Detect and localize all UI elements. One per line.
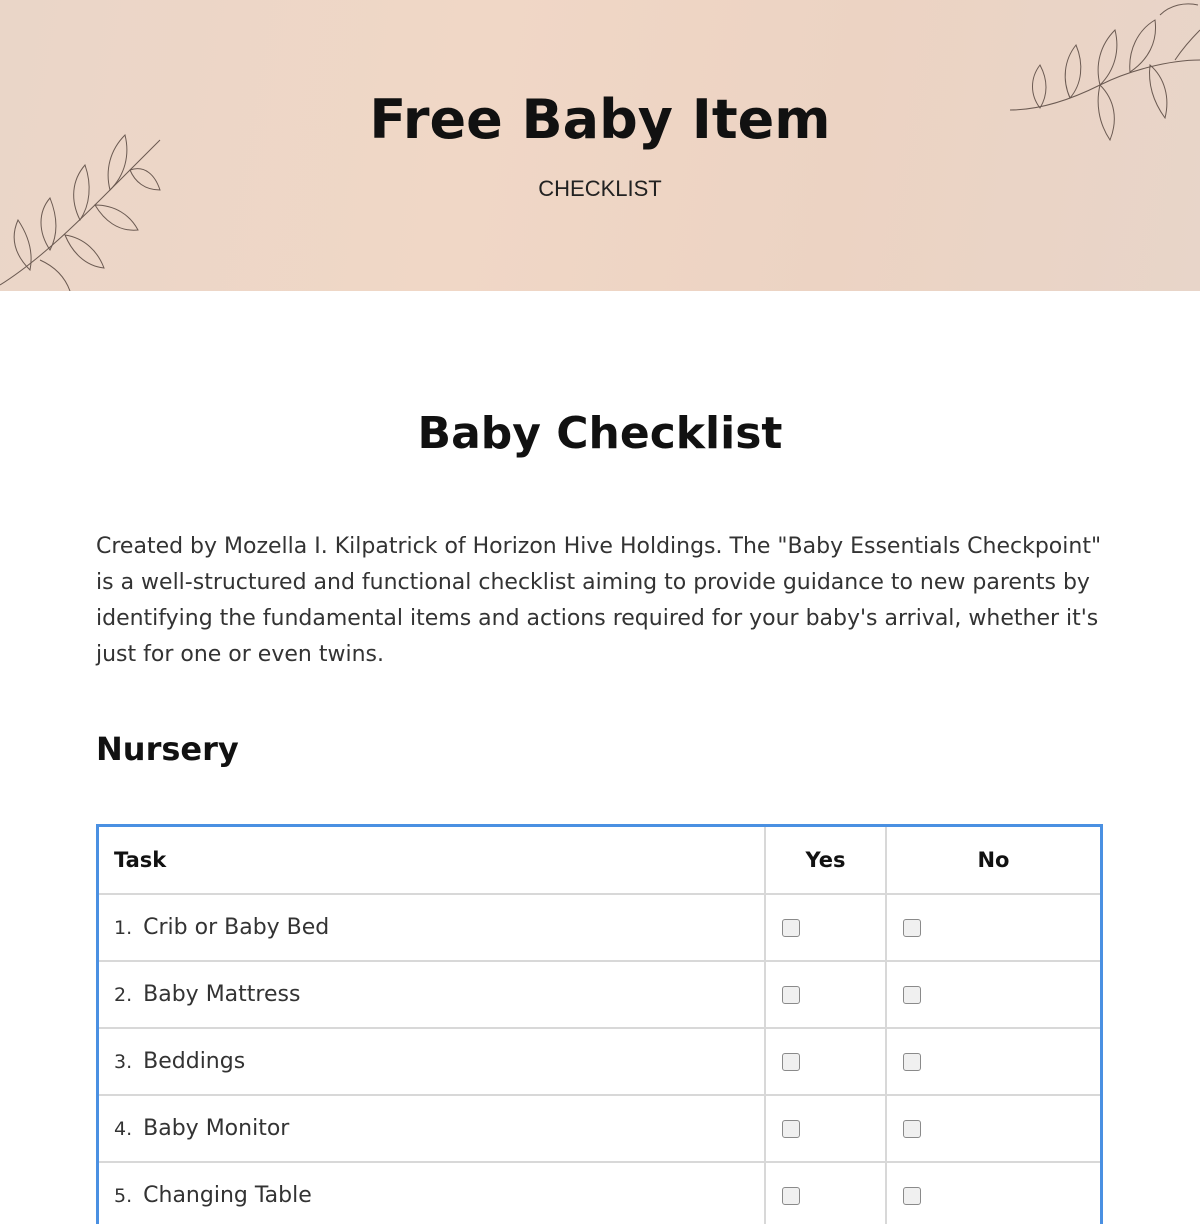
yes-cell xyxy=(765,961,886,1028)
task-cell xyxy=(99,1162,765,1224)
no-cell xyxy=(886,894,1100,961)
row-number: 5. xyxy=(114,1185,133,1207)
banner-title: Free Baby Item xyxy=(369,88,831,151)
table-row xyxy=(99,1095,1100,1162)
task-label: Baby Monitor xyxy=(143,1116,290,1141)
no-checkbox[interactable] xyxy=(903,1187,921,1205)
no-checkbox[interactable] xyxy=(903,1120,921,1138)
yes-cell xyxy=(765,1028,886,1095)
yes-checkbox[interactable] xyxy=(782,1187,800,1205)
row-number: 4. xyxy=(114,1118,133,1140)
header-banner xyxy=(0,0,1200,291)
yes-checkbox[interactable] xyxy=(782,986,800,1004)
banner-subtitle: CHECKLIST xyxy=(538,176,662,201)
task-cell xyxy=(99,1028,765,1095)
yes-checkbox[interactable] xyxy=(782,1120,800,1138)
page-title: Baby Checklist xyxy=(417,408,783,459)
task-label: Baby Mattress xyxy=(143,982,301,1007)
no-cell xyxy=(886,1095,1100,1162)
table-row xyxy=(99,961,1100,1028)
row-number: 1. xyxy=(114,917,133,939)
table-row xyxy=(99,894,1100,961)
no-checkbox[interactable] xyxy=(903,919,921,937)
yes-cell xyxy=(765,894,886,961)
column-header-no: No xyxy=(886,827,1100,894)
no-checkbox[interactable] xyxy=(903,1053,921,1071)
task-label: Changing Table xyxy=(143,1183,312,1208)
table-header-row xyxy=(99,827,1100,894)
task-cell xyxy=(99,894,765,961)
yes-checkbox[interactable] xyxy=(782,919,800,937)
no-cell xyxy=(886,1028,1100,1095)
task-label: Crib or Baby Bed xyxy=(143,915,330,940)
section-title-nursery: Nursery xyxy=(96,730,239,768)
no-cell xyxy=(886,1162,1100,1224)
column-header-task: Task xyxy=(99,827,765,894)
nursery-checklist-table xyxy=(96,824,1103,1224)
no-checkbox[interactable] xyxy=(903,986,921,1004)
yes-checkbox[interactable] xyxy=(782,1053,800,1071)
task-cell xyxy=(99,961,765,1028)
task-label: Beddings xyxy=(143,1049,246,1074)
table-row xyxy=(99,1028,1100,1095)
yes-cell xyxy=(765,1162,886,1224)
task-cell xyxy=(99,1095,765,1162)
row-number: 3. xyxy=(114,1051,133,1073)
column-header-yes: Yes xyxy=(765,827,886,894)
row-number: 2. xyxy=(114,984,133,1006)
intro-paragraph: Created by Mozella I. Kilpatrick of Horizon Hive Holdings. The "Baby Essentials Checkpoint" is a well-structured and functional checklist aiming to provide guidance to new parents by identifying the fundamental items and actions required for your baby's arrival, whether it's just for one or even twins. xyxy=(96,534,1102,667)
yes-cell xyxy=(765,1095,886,1162)
table-row xyxy=(99,1162,1100,1224)
no-cell xyxy=(886,961,1100,1028)
